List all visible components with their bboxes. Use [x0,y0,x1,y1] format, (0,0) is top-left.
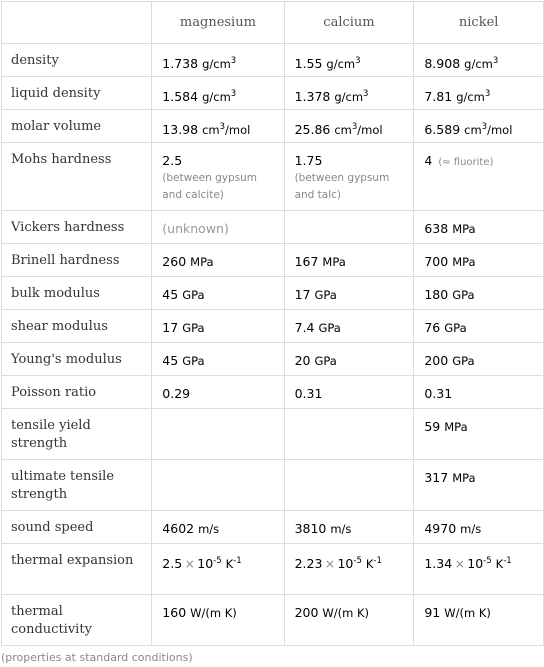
cell-value: 13.98 [162,122,199,137]
cell-value: 3810 [294,521,327,536]
column-header-calcium: calcium [284,2,414,44]
table-cell [284,44,414,77]
cell-value: 1.378 [294,89,331,104]
cell-value: 700 [424,254,449,269]
row-label: Poisson ratio [2,376,152,409]
cell-unit: g/cm [334,90,364,104]
table-cell [284,460,414,511]
cell-value: 160 [162,605,187,620]
row-label: Young's modulus [2,343,152,376]
unit-exponent: 3 [363,89,369,99]
cell-value: 17 [294,287,311,302]
corner-cell [2,2,152,44]
cell-unit: GPa [182,288,205,302]
cell-value: 317 [424,470,449,485]
cell-value: 0.29 [162,386,191,401]
cell-value: 17 [162,320,179,335]
table-cell [284,211,414,244]
unit-exponent: 3 [484,89,491,99]
cell-value: 7.4 [294,320,315,335]
cell-value: 2.23 [294,556,323,571]
table-cell [414,511,544,544]
table-cell [414,211,544,244]
cell-value: 2.5 [162,556,183,571]
unit-exponent: -1 [503,556,512,566]
table-cell [284,376,414,409]
table-cell [414,110,544,143]
cell-value: 8.908 [424,56,461,71]
table-row [2,376,544,409]
cell-unit: GPa [452,288,475,302]
cell-unit: cm [202,123,220,137]
row-label: density [2,44,152,77]
table-cell [284,343,414,376]
exponent-base: 10 [337,556,354,571]
unit-exponent: -1 [373,556,382,566]
cell-unit: g/cm [464,57,493,71]
table-cell [414,376,544,409]
cell-value: 1.75 [294,153,323,168]
table-cell [152,409,284,460]
cell-unit: m/s [330,522,352,536]
cell-value: 1.584 [162,89,199,104]
table-cell [414,460,544,511]
table-cell [152,244,284,277]
table-cell [284,595,414,646]
row-label: Vickers hardness [2,211,152,244]
cell-unit: MPa [452,222,476,236]
exponent: -5 [483,556,492,566]
cell-unit: GPa [314,354,337,368]
table-cell [152,595,284,646]
unit-exponent: 3 [219,122,226,132]
table-cell [414,343,544,376]
cell-value: 180 [424,287,449,302]
cell-unit: GPa [452,354,475,368]
table-cell [284,310,414,343]
cell-unit: K [225,557,234,571]
times-sign: × [454,557,465,571]
cell-note: (between gypsum and calcite) [162,172,258,201]
cell-unit: K [495,557,504,571]
table-row [2,544,544,595]
cell-value: 45 [162,353,179,368]
cell-unit: W/(m K) [322,606,370,620]
exponent-base: 10 [197,556,214,571]
row-label: thermal expansion [2,544,152,595]
table-cell [284,110,414,143]
cell-unit: MPa [190,255,214,269]
cell-unit: W/(m K) [190,606,237,620]
row-label: ultimate tensile strength [2,460,152,511]
exponent: -5 [213,556,222,566]
cell-value: 4602 [162,521,195,536]
cell-unit: MPa [322,255,346,269]
table-cell [284,277,414,310]
exponent: -5 [353,556,362,566]
table-cell [284,511,414,544]
table-cell [152,343,284,376]
table-cell [414,310,544,343]
cell-unit: g/cm [202,57,231,71]
table-cell [152,511,284,544]
row-label: liquid density [2,77,152,110]
cell-value: 76 [424,320,441,335]
table-cell [284,143,414,211]
cell-value: 1.34 [424,556,453,571]
cell-unit: g/cm [326,57,356,71]
unit-exponent: 3 [355,56,361,66]
cell-value: 25.86 [294,122,331,137]
cell-unit-suffix: /mol [357,123,383,137]
table-cell [152,77,284,110]
cell-unit: m/s [198,522,220,536]
cell-unit-suffix: /mol [487,123,513,137]
table-cell [152,44,284,77]
cell-value: 45 [162,287,179,302]
table-row [2,44,544,77]
cell-value: 4970 [424,521,457,536]
cell-unit: m/s [460,522,482,536]
times-sign: × [184,557,195,571]
cell-unit: MPa [444,420,468,434]
row-label: Brinell hardness [2,244,152,277]
cell-unit: GPa [318,321,341,335]
cell-value: 167 [294,254,319,269]
unit-exponent: 3 [230,89,237,99]
row-label: Mohs hardness [2,143,152,211]
table-cell [284,244,414,277]
cell-note: (≈ fluorite) [438,157,494,168]
unit-exponent: 3 [351,122,358,132]
table-row [2,110,544,143]
header-row [2,2,544,44]
column-header-nickel: nickel [414,2,544,44]
row-label: shear modulus [2,310,152,343]
cell-unit: cm [464,123,482,137]
table-cell [152,143,284,211]
table-cell [284,544,414,595]
table-cell [414,409,544,460]
cell-note: (between gypsum and talc) [294,172,390,201]
row-label: sound speed [2,511,152,544]
unknown-value: (unknown) [162,221,229,236]
cell-value: 4 [424,153,433,168]
table-cell [414,595,544,646]
times-sign: × [324,557,335,571]
table-cell [414,77,544,110]
unit-exponent: 3 [481,122,488,132]
table-row [2,409,544,460]
table-row [2,244,544,277]
table-cell [152,110,284,143]
table-cell [414,143,544,211]
cell-unit: cm [334,123,352,137]
table-body [2,44,544,646]
cell-unit: g/cm [202,90,231,104]
cell-unit: g/cm [456,90,485,104]
table-row [2,143,544,211]
table-row [2,511,544,544]
cell-value: 0.31 [424,386,453,401]
table-row [2,77,544,110]
cell-unit: GPa [444,321,467,335]
table-cell [414,244,544,277]
cell-value: 6.589 [424,122,461,137]
cell-value: 2.5 [162,153,183,168]
table-row [2,310,544,343]
cell-unit: K [365,557,374,571]
table-row [2,460,544,511]
table-cell [284,77,414,110]
table-cell [414,44,544,77]
row-label: bulk modulus [2,277,152,310]
cell-value: 91 [424,605,441,620]
cell-unit-suffix: /mol [225,123,251,137]
table-cell [152,211,284,244]
cell-value: 20 [294,353,311,368]
column-header-magnesium: magnesium [152,2,284,44]
cell-value: 200 [424,353,449,368]
cell-value: 59 [424,419,441,434]
cell-unit: GPa [182,354,205,368]
cell-unit: MPa [452,255,476,269]
cell-value: 260 [162,254,187,269]
footer-note: (properties at standard conditions) [1,651,193,664]
row-label: thermal conductivity [2,595,152,646]
properties-table [1,1,544,646]
table-row [2,277,544,310]
table-cell [414,544,544,595]
cell-unit: W/(m K) [444,606,491,620]
table-cell [152,310,284,343]
cell-value: 200 [294,605,319,620]
table-cell [152,460,284,511]
unit-exponent: 3 [230,56,237,66]
table-row [2,595,544,646]
table-row [2,343,544,376]
exponent-base: 10 [467,556,484,571]
table-cell [152,544,284,595]
table-cell [152,277,284,310]
table-cell [152,376,284,409]
cell-value: 7.81 [424,89,453,104]
cell-unit: GPa [182,321,205,335]
unit-exponent: -1 [233,556,242,566]
table-cell [284,409,414,460]
row-label: tensile yield strength [2,409,152,460]
cell-value: 1.55 [294,56,323,71]
cell-value: 638 [424,221,449,236]
table-row [2,211,544,244]
cell-unit: MPa [452,471,476,485]
cell-value: 1.738 [162,56,199,71]
row-label: molar volume [2,110,152,143]
unit-exponent: 3 [492,56,499,66]
cell-unit: GPa [314,288,337,302]
cell-value: 0.31 [294,386,323,401]
table-cell [414,277,544,310]
